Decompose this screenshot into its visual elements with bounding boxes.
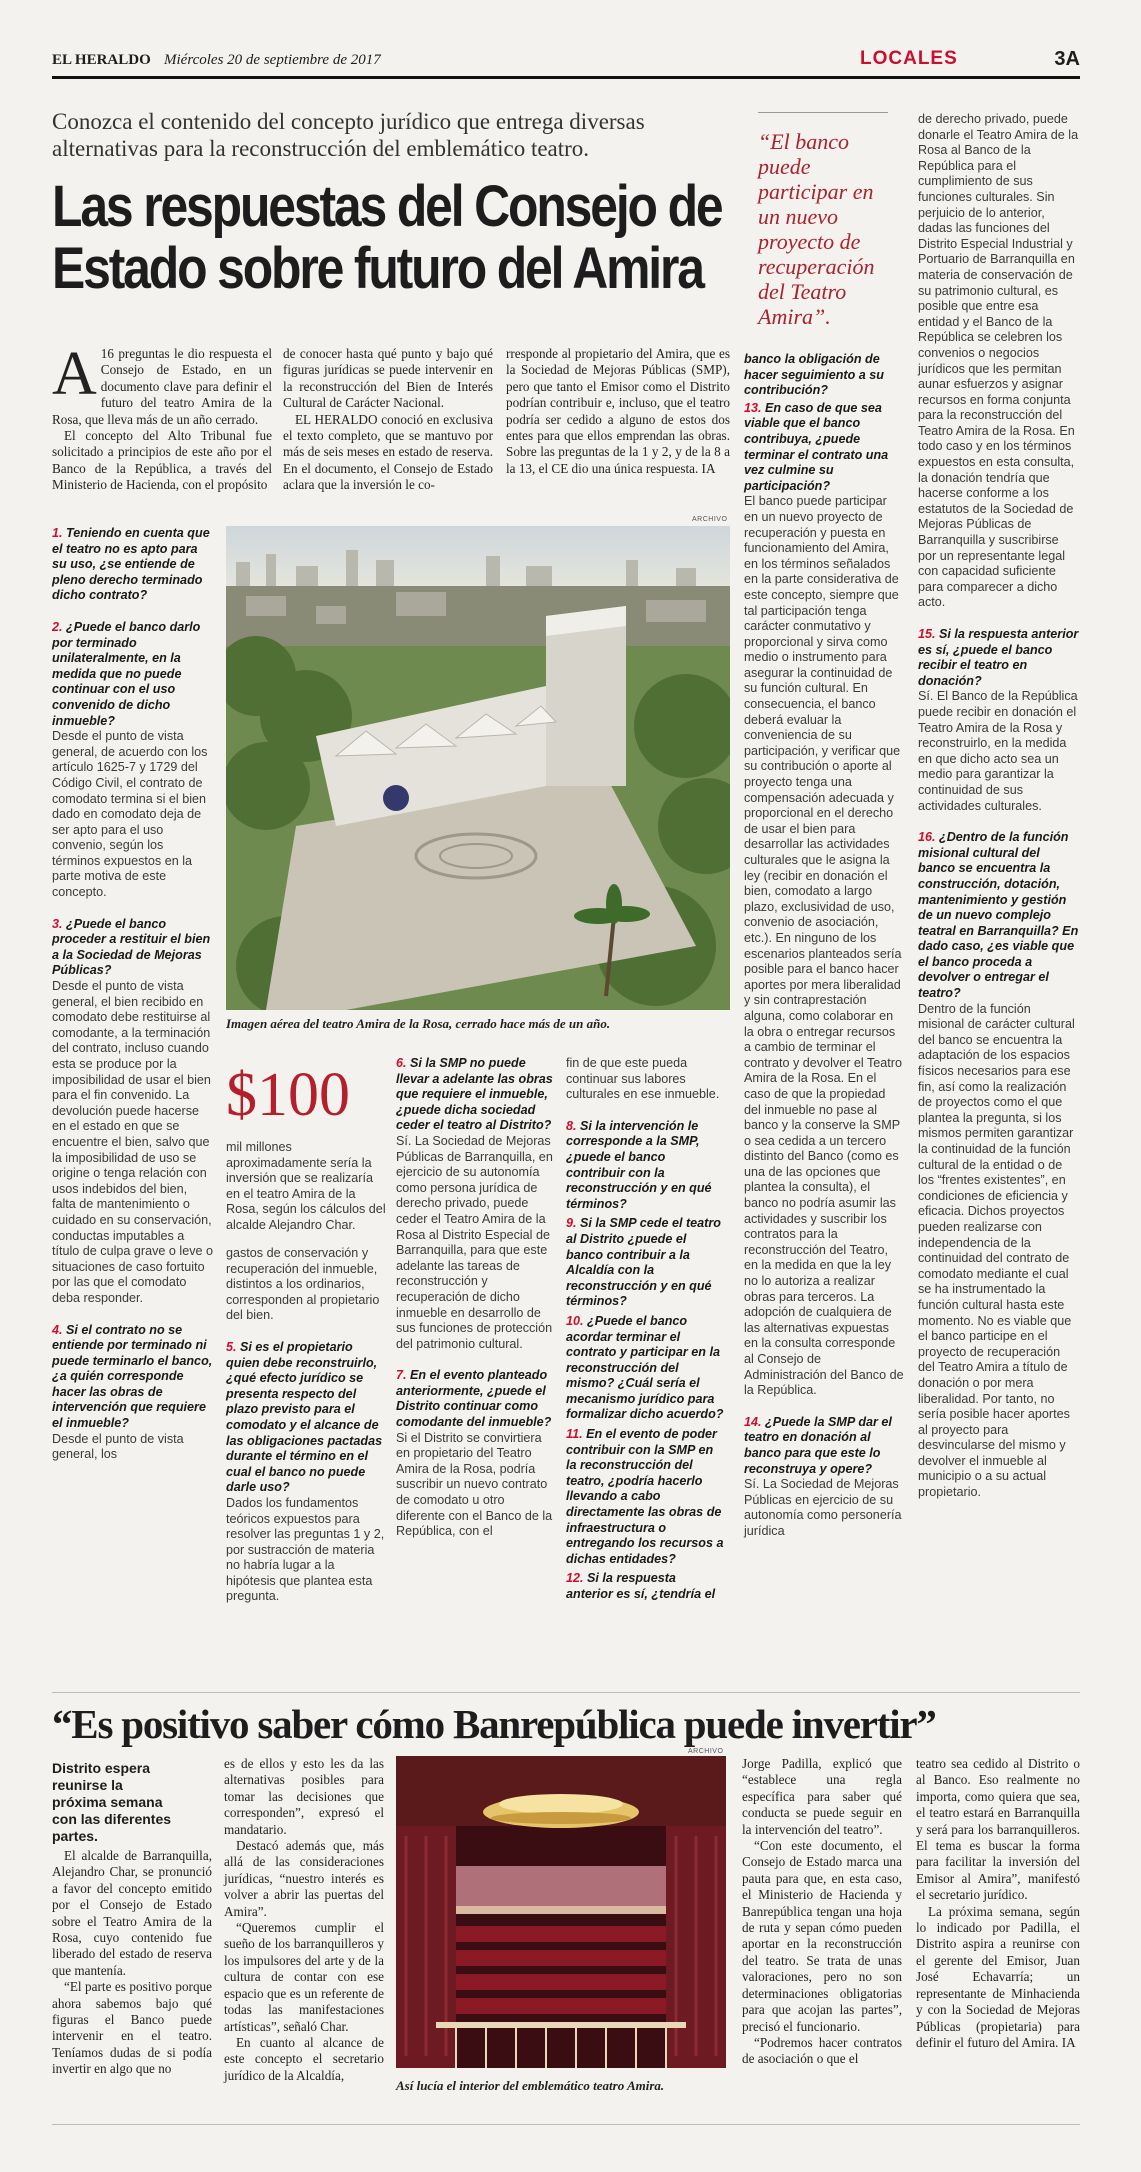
qa-item: 8. Si la intervención le corresponde a la SMP, ¿puede el banco contribuir con la reconstrucción y en qué términos? [566, 1118, 712, 1211]
article-headline: Las respuestas del Consejo de Estado sobre futuro del Amira [52, 174, 722, 301]
drop-cap: A [52, 340, 97, 408]
qa-item: 16. ¿Dentro de la función misional cultural del banco se encuentra la construcción, dotación, mantenimiento y gestión de un nuevo complejo teatral en Barranquilla? En dado caso, ¿es viable que el banco proceda a devolver o entregar el teatro? Dentro de la función misional de carácter cultural del banco se encuentra la adaptación de los espacios físicos necesarios para ese fin, así como la realización de proyectos como el que plantea la pregunta, si los mismos permiten garantizar la continuidad de la función cultural de la entidad o de los “frentes existentes”, en condiciones de eficiencia y eficacia. Dichos proyectos pueden realizarse con independencia de la continuidad del contrato de comodato mediante el cual se ha instrumentado la función cultural hasta este momento. No es viable que el banco participe en el proyecto de recuperación del Teatro Amira a título de donación o por mera liberalidad. Por tanto, no sería posible hacer aportes al proyecto para desvincularse del mismo y devolver el inmueble al municipio o a su actual propietario. [918, 830, 1079, 1500]
header-rule [52, 76, 1080, 79]
photo-credit-2: ARCHIVO [688, 1748, 724, 1755]
lead-column-1 [52, 340, 272, 494]
qa-column-6 [918, 112, 1080, 1517]
qa-continuation: de derecho privado, puede donarle el Teatro Amira de la Rosa al Banco de la República para el cumplimiento de sus funciones culturales. Sin perjuicio de lo anterior, dadas las funciones del Distrito Especial Industrial y Portuario de Barranquilla en materia de conservación de su patrimonio cultural, es posible que entre esa entidad y el Banco de la República se celebren los convenios o negocios jurídicos que les permitan aunar esfuerzos y asignar recursos en forma conjunta para la reconstrucción del Teatro Amira de la Rosa. En todo caso y en los términos expuestos en esta consulta, la donación tendría que hacerse conforme a los estatutos de la Sociedad de Mejoras Públicas de Barranquilla y suscribirse por un representante legal con capacidad suficiente para comparecer a dicho acto. [918, 112, 1079, 610]
issue-date: Miércoles 20 de septiembre de 2017 [164, 52, 381, 68]
lead-column-2 [283, 346, 493, 494]
qa-item: 3. ¿Puede el banco proceder a restituir el bien a la Sociedad de Mejoras Públicas? Desde el punto de vista general, el bien recibido en comodato debe restituirse al comodante, a la terminación del contrato, incluso cuando esta se produce por la imposibilidad de usar el bien para el fin convenido. La devolución puede hacerse en el estado en que se encuentre el bien, salvo que la imposibilidad de uso se origine o tenga relación con usos indebidos del bien, falta de mantenimiento o cuidado en su conservación, conductas imputables a título de culpa grave o leve o situaciones de caso fortuito por las que el comodato deba responder. [52, 916, 214, 1305]
photo-caption: Imagen aérea del teatro Amira de la Rosa, cerrado hace más de un año. [226, 1016, 611, 1031]
second-column-2: es de ellos y esto les da las alternativas posibles para tomar las decisiones que corresponden”, expresó el mandatario. Destacó además que, más allá de las consideraciones jurídicas, “nuestro interés es volver a abrir las puertas del Amira”. “Queremos cumplir el sueño de los barranquilleros y los impulsores del arte y de la cultura de contar con ese espacio que es un referente de todas las manifestaciones artísticas”, señaló Char. En cuanto al alcance de este concepto el secretario jurídico de la Alcaldía, [224, 1756, 384, 2083]
lead-column-3 [506, 346, 730, 477]
qa-item: 4. Si el contrato no se entiende por terminado ni puede terminarlo el banco, ¿a quién corresponde hacer las obras de intervención que requiere el inmueble? Desde el punto de vista general, los [52, 1322, 213, 1462]
qa-column-3 [396, 1056, 554, 1556]
qa-column-4 [566, 1056, 724, 1619]
qa-item: 13. En caso de que sea viable que el banco contribuya, ¿puede terminar el contrato una vez culmine su participación? El banco puede participar en un nuevo proyecto de recuperación y puesta en funcionamiento del Amira, en los términos señalados en la parte considerativa de este concepto, siempre que tal participación tenga carácter conmutativo y proporcional y sirva como medio o instrumento para asegurar la continuidad de su función cultural. En consecuencia, el banco deberá evaluar la conveniencia de su participación, y verificar que su contribución o aporte al proyecto tenga una compensación adecuada y proporcional en el derecho de usar el bien para desarrollar las actividades culturales que le asigna la ley (recibir en donación el bien, comodato a largo plazo, exclusividad de uso, convenio de asociación, etc.). En ninguno de los escenarios planteados sería posible para el banco hacer aportes por mera liberalidad y sin contraprestación alguna, como colaborar en la obra o entregar recursos a cambio de terminar el contrato y devolver el Teatro Amira de la Rosa. En el caso de que la propiedad del inmueble no pase al banco y la conserve la SMP o sea cedida a un tercero distinto del Banco (como es una de las opciones que plantea la consulta), el banco no podría asumir las actividades y suscribir los contratos para la reconstrucción del Teatro, en la medida en que la ley no lo autoriza a realizar obras para terceros. La adopción de cualquiera de las alternativas expuestas en la consulta corresponde al Consejo de Administración del Banco de la República. [744, 400, 904, 1398]
qa-item: 1. Teniendo en cuenta que el teatro no es apto para su uso, ¿se entiende de pleno derecho terminado dicho contrato? [52, 526, 210, 603]
section-name: LOCALES [860, 48, 958, 69]
qa-item: 9. Si la SMP cede el teatro al Distrito ¿puede el banco contribuir a la Alcaldía con la reconstrucción y en qué términos? [566, 1216, 721, 1309]
bottom-rule [52, 2124, 1080, 2125]
lead-paragraph-5: rresponde al propietario del Amira, que es la Sociedad de Mejoras Públicas (SMP), pero que tanto el Emisor como el Distrito podrían contribuir e, incluso, que el teatro podría ser cedido a alguno de estos dos entes para que ellos emprendan las obras. Sobre las preguntas de la 1 y 2, y de la 8 a la 13, el CE dio una única respuesta. IA [506, 346, 730, 476]
qa-continuation: gastos de conservación y recuperación del inmueble, distintos a los ordinarios, corresponden al propietario del bien. [226, 1246, 380, 1323]
page-header [52, 46, 1080, 76]
paper-name: EL HERALDO [52, 52, 151, 68]
big-number: $100 [226, 1061, 350, 1129]
qa-item: 10. ¿Puede el banco acordar terminar el contrato y participar en la reconstrucción del mismo? ¿Cuál sería el mecanismo jurídico para formalizar dicho acuerdo? [566, 1313, 724, 1422]
lead-paragraph-4: EL HERALDO conoció en exclusiva el texto completo, que se mantuvo por más de seis meses en estado de reserva. En el documento, el Consejo de Estado aclara que la inversión le co- [283, 411, 493, 493]
qa-column-2 [226, 1246, 386, 1621]
lead-paragraph-3: de conocer hasta qué punto y bajo qué figuras jurídicas se puede intervenir en la reconstrucción del Bien de Interés Cultural de Carácter Nacional. [283, 346, 493, 411]
second-headline: “Es positivo saber cómo Banrepública puede invertir” [52, 1701, 936, 1747]
aerial-photo-teatro-amira [226, 526, 730, 1010]
second-column-1: El alcalde de Barranquilla, Alejandro Char, se pronunció a favor del concepto emitido por el Consejo de Estado sobre el Teatro Amira de la Rosa, cuyo contenido fue liberado del estado de reserva que mantenía. “El parte es positivo porque ahora sabemos bajo qué figuras el Banco puede intervenir en el teatro. Teníamos dudas de si podía invertir en algo que no [52, 1848, 212, 2077]
page-number: 3A [1054, 48, 1080, 70]
qa-item: 12. Si la respuesta anterior es sí, ¿tendría el [566, 1571, 716, 1601]
qa-item: 15. Si la respuesta anterior es sí, ¿puede el banco recibir el teatro en donación? Sí. El Banco de la República puede recibir en donación el Teatro Amira de la Rosa y reconstruirlo, en la medida en que dicho acto sea un medio para garantizar la continuidad de sus actividades culturales. [918, 627, 1079, 813]
qa-item: 14. ¿Puede la SMP dar el teatro en donación al banco para que este lo reconstruya y opere? Sí. La Sociedad de Mejoras Públicas en ejercicio de su autonomía como personería jurídica [744, 1414, 902, 1538]
qa-continuation: fin de que este pueda continuar sus labores culturales en ese inmueble. [566, 1056, 720, 1102]
qa-item: 2. ¿Puede el banco darlo por terminado unilateralmente, en la medida que no puede continuar con el uso convenido de dicho inmueble? Desde el punto de vista general, de acuerdo con los artículo 1625-7 y 1729 del Código Civil, el contrato de comodato termina si el bien dado en comodato deja de ser apto para el uso convenio, según los términos expuestos en la parte motiva de este concepto. [52, 619, 208, 900]
article-deck: Conozca el contenido del concepto jurídico que entrega diversas alternativas para la reconstrucción del emblemático teatro. [52, 109, 645, 161]
qa-column-1 [52, 526, 214, 1479]
qa-item: 7. En el evento planteado anteriormente, ¿puede el Distrito continuar como comodante del inmueble? Si el Distrito se convirtiera en propietario del Teatro Amira de la Rosa, podría suscribir un nuevo contrato de comodato u otro diferente con el Banco de la República, con el [396, 1368, 553, 1539]
second-column-4: teatro sea cedido al Distrito o al Banco. Eso realmente no importa, como quiera que sea, el teatro estará en Barranquilla y será para los barranquilleros. El tema es buscar la forma para facilitar la inversión del Emisor al Amira”, manifestó el secretario jurídico. La próxima semana, según lo indicado por Padilla, el Distrito aspira a reunirse con el gerente del Emisor, Juan José Echavarría; un representante de Minhacienda y con la Sociedad de Mejoras Públicas (propietaria) para definir el futuro del Amira. IA [916, 1756, 1080, 2050]
second-column-3: Jorge Padilla, explicó que “establece una regla específica para saber qué conducta se puede seguir en la intervención del teatro”. “Con este documento, el Consejo de Estado marca una pauta para que, en esta caso, el Ministerio de Hacienda y Banrepública tengan una hoja de ruta y sepan cómo pueden aportar en la reconstrucción del teatro. Se trata de unas valoraciones, pero no son determinaciones obligatorias para que acojan las partes”, precisó el funcionario. “Podremos hacer contratos de asociación o que el [742, 1756, 902, 2067]
lead-paragraph-1: 16 preguntas le dio respuesta el Consejo de Estado, en un documento clave para definir el futuro del teatro Amira de la Rosa, que lleva más de un año cerrado. [52, 346, 272, 427]
sumario: Distrito espera reunirse la próxima semana con las diferentes partes. [52, 1760, 172, 1844]
qa-continuation: banco la obligación de hacer seguimiento a su contribución? [744, 352, 884, 398]
photo-caption-2: Así lucía el interior del emblemático teatro Amira. [396, 2078, 665, 2093]
pull-quote: “El banco puede participar en un nuevo proyecto de recuperación del Teatro Amira”. [758, 112, 888, 329]
qa-item: 5. Si es el propietario quien debe reconstruirlo, ¿qué efecto jurídico se presenta respecto del plazo previsto para el comodato y el alcance de las obligaciones pactadas durante el término en el cual el banco no puede darle uso? Dados los fundamentos teóricos expuestos para resolver las preguntas 1 y 2, por sustracción de materia no habría lugar a la hipótesis que plantea esta pregunta. [226, 1339, 385, 1604]
interior-photo-teatro-amira [396, 1756, 726, 2068]
lead-paragraph-2: El concepto del Alto Tribunal fue solicitado a principios de este año por el Banco de la República, a través del Ministerio de Hacienda, con el propósito [52, 428, 272, 493]
section-divider [52, 1692, 1080, 1693]
big-number-text: mil millones aproximadamente sería la inversión que se realizaría en el teatro Amira de la Rosa, según los cálculos del alcalde Alejandro Char. [226, 1140, 386, 1232]
qa-item: 6. Si la SMP no puede llevar a adelante las obras que requiere el inmueble, ¿puede dicha sociedad ceder el teatro al Distrito? Sí. La Sociedad de Mejoras Públicas de Barranquilla, en ejercicio de su autonomía como persona jurídica de derecho privado, puede ceder el Teatro Amira de la Rosa al Distrito Especial de Barranquilla, para que este adelante las tareas de reconstrucción y recuperación de dicho inmueble en desarrollo de sus funciones de protección del patrimonio cultural. [396, 1056, 553, 1351]
photo-credit: ARCHIVO [692, 516, 728, 523]
qa-item: 11. En el evento de poder contribuir con la SMP en la reconstrucción del teatro, ¿podría hacerlo llevando a cabo directamente las obras de infraestructura o entregando los recursos a dichas entidades? [566, 1427, 724, 1566]
qa-column-5 [744, 352, 904, 1556]
